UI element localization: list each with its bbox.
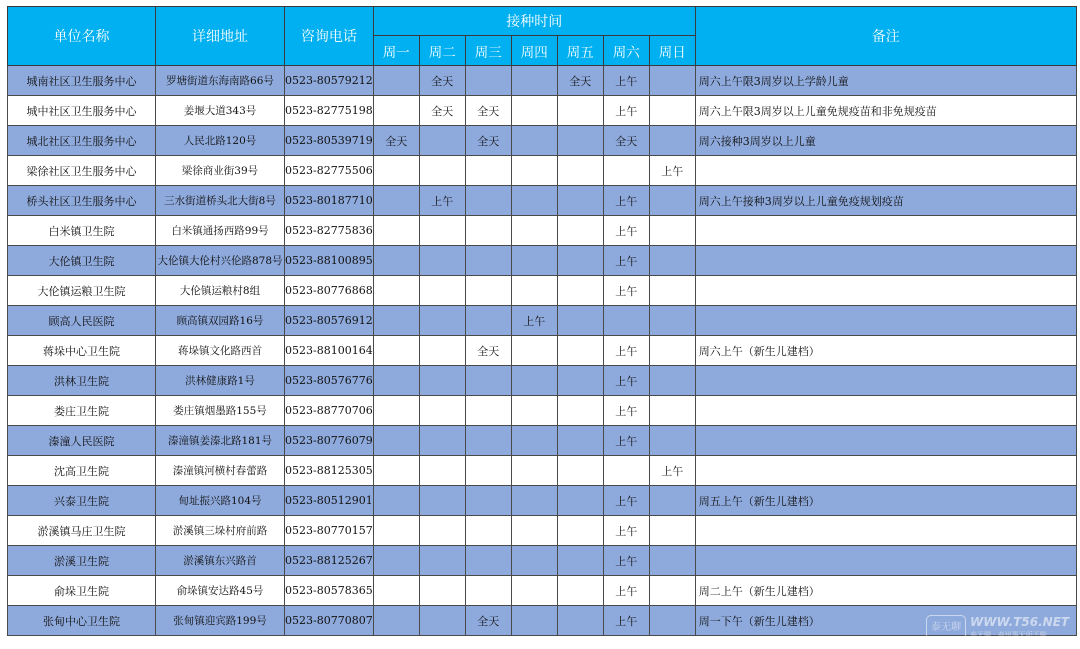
phone-cell: 0523-80579212 [285, 66, 374, 96]
address-cell: 白米镇通扬西路99号 [156, 216, 285, 246]
header-day: 周六 [603, 36, 649, 66]
day-cell [649, 546, 695, 576]
day-cell [557, 606, 603, 636]
day-cell [649, 306, 695, 336]
phone-cell: 0523-80770157 [285, 516, 374, 546]
unit-name-cell: 淤溪镇马庄卫生院 [8, 516, 156, 546]
day-cell [603, 306, 649, 336]
day-cell: 上午 [511, 306, 557, 336]
address-cell: 溱潼镇河横村春蕾路 [156, 456, 285, 486]
phone-cell: 0523-80187710 [285, 186, 374, 216]
day-cell [511, 396, 557, 426]
phone-cell: 0523-88125305 [285, 456, 374, 486]
day-cell [419, 576, 465, 606]
day-cell [465, 306, 511, 336]
day-cell [373, 486, 419, 516]
day-cell: 上午 [603, 336, 649, 366]
table-row [8, 156, 1077, 186]
day-cell [419, 246, 465, 276]
header-day: 周三 [465, 36, 511, 66]
phone-cell: 0523-80539719 [285, 126, 374, 156]
day-cell [373, 336, 419, 366]
day-cell [557, 516, 603, 546]
day-cell: 上午 [603, 96, 649, 126]
table-row [8, 216, 1077, 246]
table-row [8, 456, 1077, 486]
day-cell [373, 426, 419, 456]
header-remark: 备注 [695, 7, 1076, 66]
day-cell [373, 306, 419, 336]
day-cell: 上午 [603, 186, 649, 216]
day-cell [557, 126, 603, 156]
day-cell [419, 216, 465, 246]
table-row [8, 486, 1077, 516]
header-unit-name: 单位名称 [8, 7, 156, 66]
day-cell: 上午 [603, 606, 649, 636]
remark-cell [695, 276, 1076, 306]
day-cell: 全天 [557, 66, 603, 96]
day-cell: 上午 [603, 216, 649, 246]
remark-cell: 周一下午（新生儿建档） [695, 606, 1076, 636]
unit-name-cell: 城北社区卫生服务中心 [8, 126, 156, 156]
day-cell [649, 96, 695, 126]
remark-cell [695, 156, 1076, 186]
day-cell [465, 156, 511, 186]
day-cell: 全天 [465, 126, 511, 156]
day-cell [419, 156, 465, 186]
address-cell: 甸址振兴路104号 [156, 486, 285, 516]
remark-cell [695, 516, 1076, 546]
day-cell [649, 366, 695, 396]
day-cell [557, 276, 603, 306]
day-cell: 全天 [465, 96, 511, 126]
table-row [8, 96, 1077, 126]
day-cell [649, 516, 695, 546]
table-row [8, 276, 1077, 306]
phone-cell: 0523-80576776 [285, 366, 374, 396]
day-cell [511, 456, 557, 486]
day-cell [557, 366, 603, 396]
watermark-tagline: 泰无聊 · 泰州事无所不聊 [970, 631, 1047, 639]
unit-name-cell: 淤溪卫生院 [8, 546, 156, 576]
day-cell [465, 276, 511, 306]
day-cell [649, 396, 695, 426]
remark-cell: 周六上午限3周岁以上儿童免规疫苗和非免规疫苗 [695, 96, 1076, 126]
remark-cell [695, 306, 1076, 336]
day-cell [557, 156, 603, 186]
address-cell: 张甸镇迎宾路199号 [156, 606, 285, 636]
day-cell [649, 186, 695, 216]
day-cell [419, 366, 465, 396]
day-cell [649, 576, 695, 606]
day-cell: 上午 [603, 516, 649, 546]
remark-cell [695, 426, 1076, 456]
watermark [926, 615, 1074, 641]
day-cell [511, 366, 557, 396]
day-cell [373, 276, 419, 306]
day-cell [649, 66, 695, 96]
unit-name-cell: 顾高人民医院 [8, 306, 156, 336]
day-cell [465, 426, 511, 456]
day-cell [649, 486, 695, 516]
phone-cell: 0523-80576912 [285, 306, 374, 336]
day-cell: 上午 [603, 576, 649, 606]
day-cell [511, 486, 557, 516]
unit-name-cell: 梁徐社区卫生服务中心 [8, 156, 156, 186]
day-cell [557, 246, 603, 276]
unit-name-cell: 大伦镇卫生院 [8, 246, 156, 276]
table-row [8, 306, 1077, 336]
day-cell [649, 216, 695, 246]
remark-cell [695, 216, 1076, 246]
day-cell: 上午 [603, 276, 649, 306]
day-cell [419, 426, 465, 456]
unit-name-cell: 大伦镇运粮卫生院 [8, 276, 156, 306]
unit-name-cell: 洪林卫生院 [8, 366, 156, 396]
address-cell: 蒋垛镇文化路西首 [156, 336, 285, 366]
phone-cell: 0523-80512901 [285, 486, 374, 516]
day-cell [511, 156, 557, 186]
day-cell [557, 186, 603, 216]
remark-cell: 周五上午（新生儿建档） [695, 486, 1076, 516]
day-cell [557, 306, 603, 336]
remark-cell: 周六接种3周岁以上儿童 [695, 126, 1076, 156]
unit-name-cell: 城中社区卫生服务中心 [8, 96, 156, 126]
table-row [8, 186, 1077, 216]
day-cell [511, 276, 557, 306]
day-cell [511, 96, 557, 126]
day-cell [649, 246, 695, 276]
day-cell [511, 66, 557, 96]
day-cell [419, 336, 465, 366]
table-row [8, 576, 1077, 606]
day-cell [465, 456, 511, 486]
day-cell [373, 546, 419, 576]
phone-cell: 0523-80776079 [285, 426, 374, 456]
header-day: 周二 [419, 36, 465, 66]
day-cell [373, 516, 419, 546]
day-cell: 上午 [603, 396, 649, 426]
day-cell [511, 546, 557, 576]
address-cell: 大伦镇大伦村兴伦路878号 [156, 246, 285, 276]
day-cell [373, 156, 419, 186]
day-cell: 上午 [603, 426, 649, 456]
day-cell [465, 516, 511, 546]
day-cell: 全天 [603, 126, 649, 156]
day-cell [649, 276, 695, 306]
day-cell [373, 96, 419, 126]
remark-cell: 周六上午接种3周岁以上儿童免疫规划疫苗 [695, 186, 1076, 216]
day-cell [511, 426, 557, 456]
day-cell [649, 426, 695, 456]
unit-name-cell: 白米镇卫生院 [8, 216, 156, 246]
day-cell [373, 606, 419, 636]
day-cell: 全天 [373, 126, 419, 156]
day-cell [465, 576, 511, 606]
header-schedule: 接种时间 [373, 7, 695, 36]
day-cell [557, 456, 603, 486]
day-cell [511, 576, 557, 606]
address-cell: 洪林健康路1号 [156, 366, 285, 396]
day-cell [465, 66, 511, 96]
day-cell [419, 456, 465, 486]
unit-name-cell: 娄庄卫生院 [8, 396, 156, 426]
day-cell [419, 276, 465, 306]
remark-cell: 周六上午限3周岁以上学龄儿童 [695, 66, 1076, 96]
unit-name-cell: 溱潼人民医院 [8, 426, 156, 456]
remark-cell [695, 456, 1076, 486]
day-cell: 上午 [419, 186, 465, 216]
day-cell [511, 246, 557, 276]
day-cell: 上午 [649, 456, 695, 486]
header-phone: 咨询电话 [285, 7, 374, 66]
table-row [8, 66, 1077, 96]
address-cell: 姜堰大道343号 [156, 96, 285, 126]
day-cell [557, 486, 603, 516]
watermark-site: WWW.T56.NET [970, 615, 1070, 629]
header-address: 详细地址 [156, 7, 285, 66]
unit-name-cell: 蒋垛中心卫生院 [8, 336, 156, 366]
unit-name-cell: 俞垛卫生院 [8, 576, 156, 606]
table-row [8, 336, 1077, 366]
day-cell [419, 516, 465, 546]
day-cell [373, 186, 419, 216]
day-cell [557, 336, 603, 366]
day-cell [511, 336, 557, 366]
phone-cell: 0523-88770706 [285, 396, 374, 426]
watermark-logo: 泰无聊 [926, 615, 966, 641]
day-cell [373, 396, 419, 426]
phone-cell: 0523-80770807 [285, 606, 374, 636]
day-cell: 全天 [419, 96, 465, 126]
address-cell: 俞垛镇安达路45号 [156, 576, 285, 606]
header-day: 周一 [373, 36, 419, 66]
phone-cell: 0523-82775506 [285, 156, 374, 186]
phone-cell: 0523-80578365 [285, 576, 374, 606]
day-cell: 上午 [649, 156, 695, 186]
address-cell: 三水街道桥头北大街8号 [156, 186, 285, 216]
phone-cell: 0523-88100164 [285, 336, 374, 366]
day-cell: 全天 [419, 66, 465, 96]
day-cell [557, 426, 603, 456]
address-cell: 淤溪镇三垛村府前路 [156, 516, 285, 546]
table-row [8, 366, 1077, 396]
header-day: 周四 [511, 36, 557, 66]
day-cell [465, 546, 511, 576]
remark-cell [695, 396, 1076, 426]
day-cell [511, 516, 557, 546]
day-cell: 上午 [603, 486, 649, 516]
day-cell: 上午 [603, 366, 649, 396]
day-cell [419, 606, 465, 636]
address-cell: 顾高镇双园路16号 [156, 306, 285, 336]
unit-name-cell: 城南社区卫生服务中心 [8, 66, 156, 96]
day-cell [419, 486, 465, 516]
table-row [8, 606, 1077, 636]
table-body [8, 66, 1077, 636]
day-cell [373, 576, 419, 606]
table-row [8, 426, 1077, 456]
day-cell: 上午 [603, 66, 649, 96]
day-cell [511, 126, 557, 156]
remark-cell [695, 366, 1076, 396]
day-cell [419, 546, 465, 576]
day-cell: 全天 [465, 606, 511, 636]
phone-cell: 0523-88125267 [285, 546, 374, 576]
address-cell: 娄庄镇烟墨路155号 [156, 396, 285, 426]
day-cell [649, 606, 695, 636]
day-cell [465, 216, 511, 246]
day-cell [557, 96, 603, 126]
day-cell: 上午 [603, 246, 649, 276]
day-cell [373, 216, 419, 246]
day-cell [557, 546, 603, 576]
vaccination-schedule-table [7, 6, 1077, 636]
day-cell [465, 486, 511, 516]
table-row [8, 396, 1077, 426]
unit-name-cell: 张甸中心卫生院 [8, 606, 156, 636]
day-cell [373, 456, 419, 486]
day-cell [465, 186, 511, 216]
address-cell: 罗塘街道东海南路66号 [156, 66, 285, 96]
remark-cell: 周六上午（新生儿建档） [695, 336, 1076, 366]
day-cell [373, 66, 419, 96]
table-row [8, 246, 1077, 276]
day-cell: 上午 [603, 546, 649, 576]
day-cell [465, 396, 511, 426]
address-cell: 大伦镇运粮村8组 [156, 276, 285, 306]
remark-cell [695, 246, 1076, 276]
phone-cell: 0523-80776868 [285, 276, 374, 306]
day-cell [511, 186, 557, 216]
unit-name-cell: 兴泰卫生院 [8, 486, 156, 516]
day-cell [511, 606, 557, 636]
day-cell: 全天 [465, 336, 511, 366]
address-cell: 溱潼镇姜溱北路181号 [156, 426, 285, 456]
header-day: 周日 [649, 36, 695, 66]
table-row [8, 516, 1077, 546]
day-cell [465, 246, 511, 276]
day-cell [373, 246, 419, 276]
phone-cell: 0523-82775836 [285, 216, 374, 246]
phone-cell: 0523-82775198 [285, 96, 374, 126]
unit-name-cell: 桥头社区卫生服务中心 [8, 186, 156, 216]
day-cell [603, 456, 649, 486]
day-cell [557, 576, 603, 606]
day-cell [649, 126, 695, 156]
remark-cell [695, 546, 1076, 576]
day-cell [557, 216, 603, 246]
day-cell [419, 306, 465, 336]
day-cell [373, 366, 419, 396]
address-cell: 人民北路120号 [156, 126, 285, 156]
day-cell [603, 156, 649, 186]
day-cell [419, 396, 465, 426]
day-cell [649, 336, 695, 366]
table-row [8, 126, 1077, 156]
remark-cell: 周二上午（新生儿建档） [695, 576, 1076, 606]
address-cell: 梁徐商业街39号 [156, 156, 285, 186]
day-cell [419, 126, 465, 156]
phone-cell: 0523-88100895 [285, 246, 374, 276]
address-cell: 淤溪镇东兴路首 [156, 546, 285, 576]
header-day: 周五 [557, 36, 603, 66]
day-cell [557, 396, 603, 426]
day-cell [465, 366, 511, 396]
unit-name-cell: 沈高卫生院 [8, 456, 156, 486]
table-row [8, 546, 1077, 576]
day-cell [511, 216, 557, 246]
